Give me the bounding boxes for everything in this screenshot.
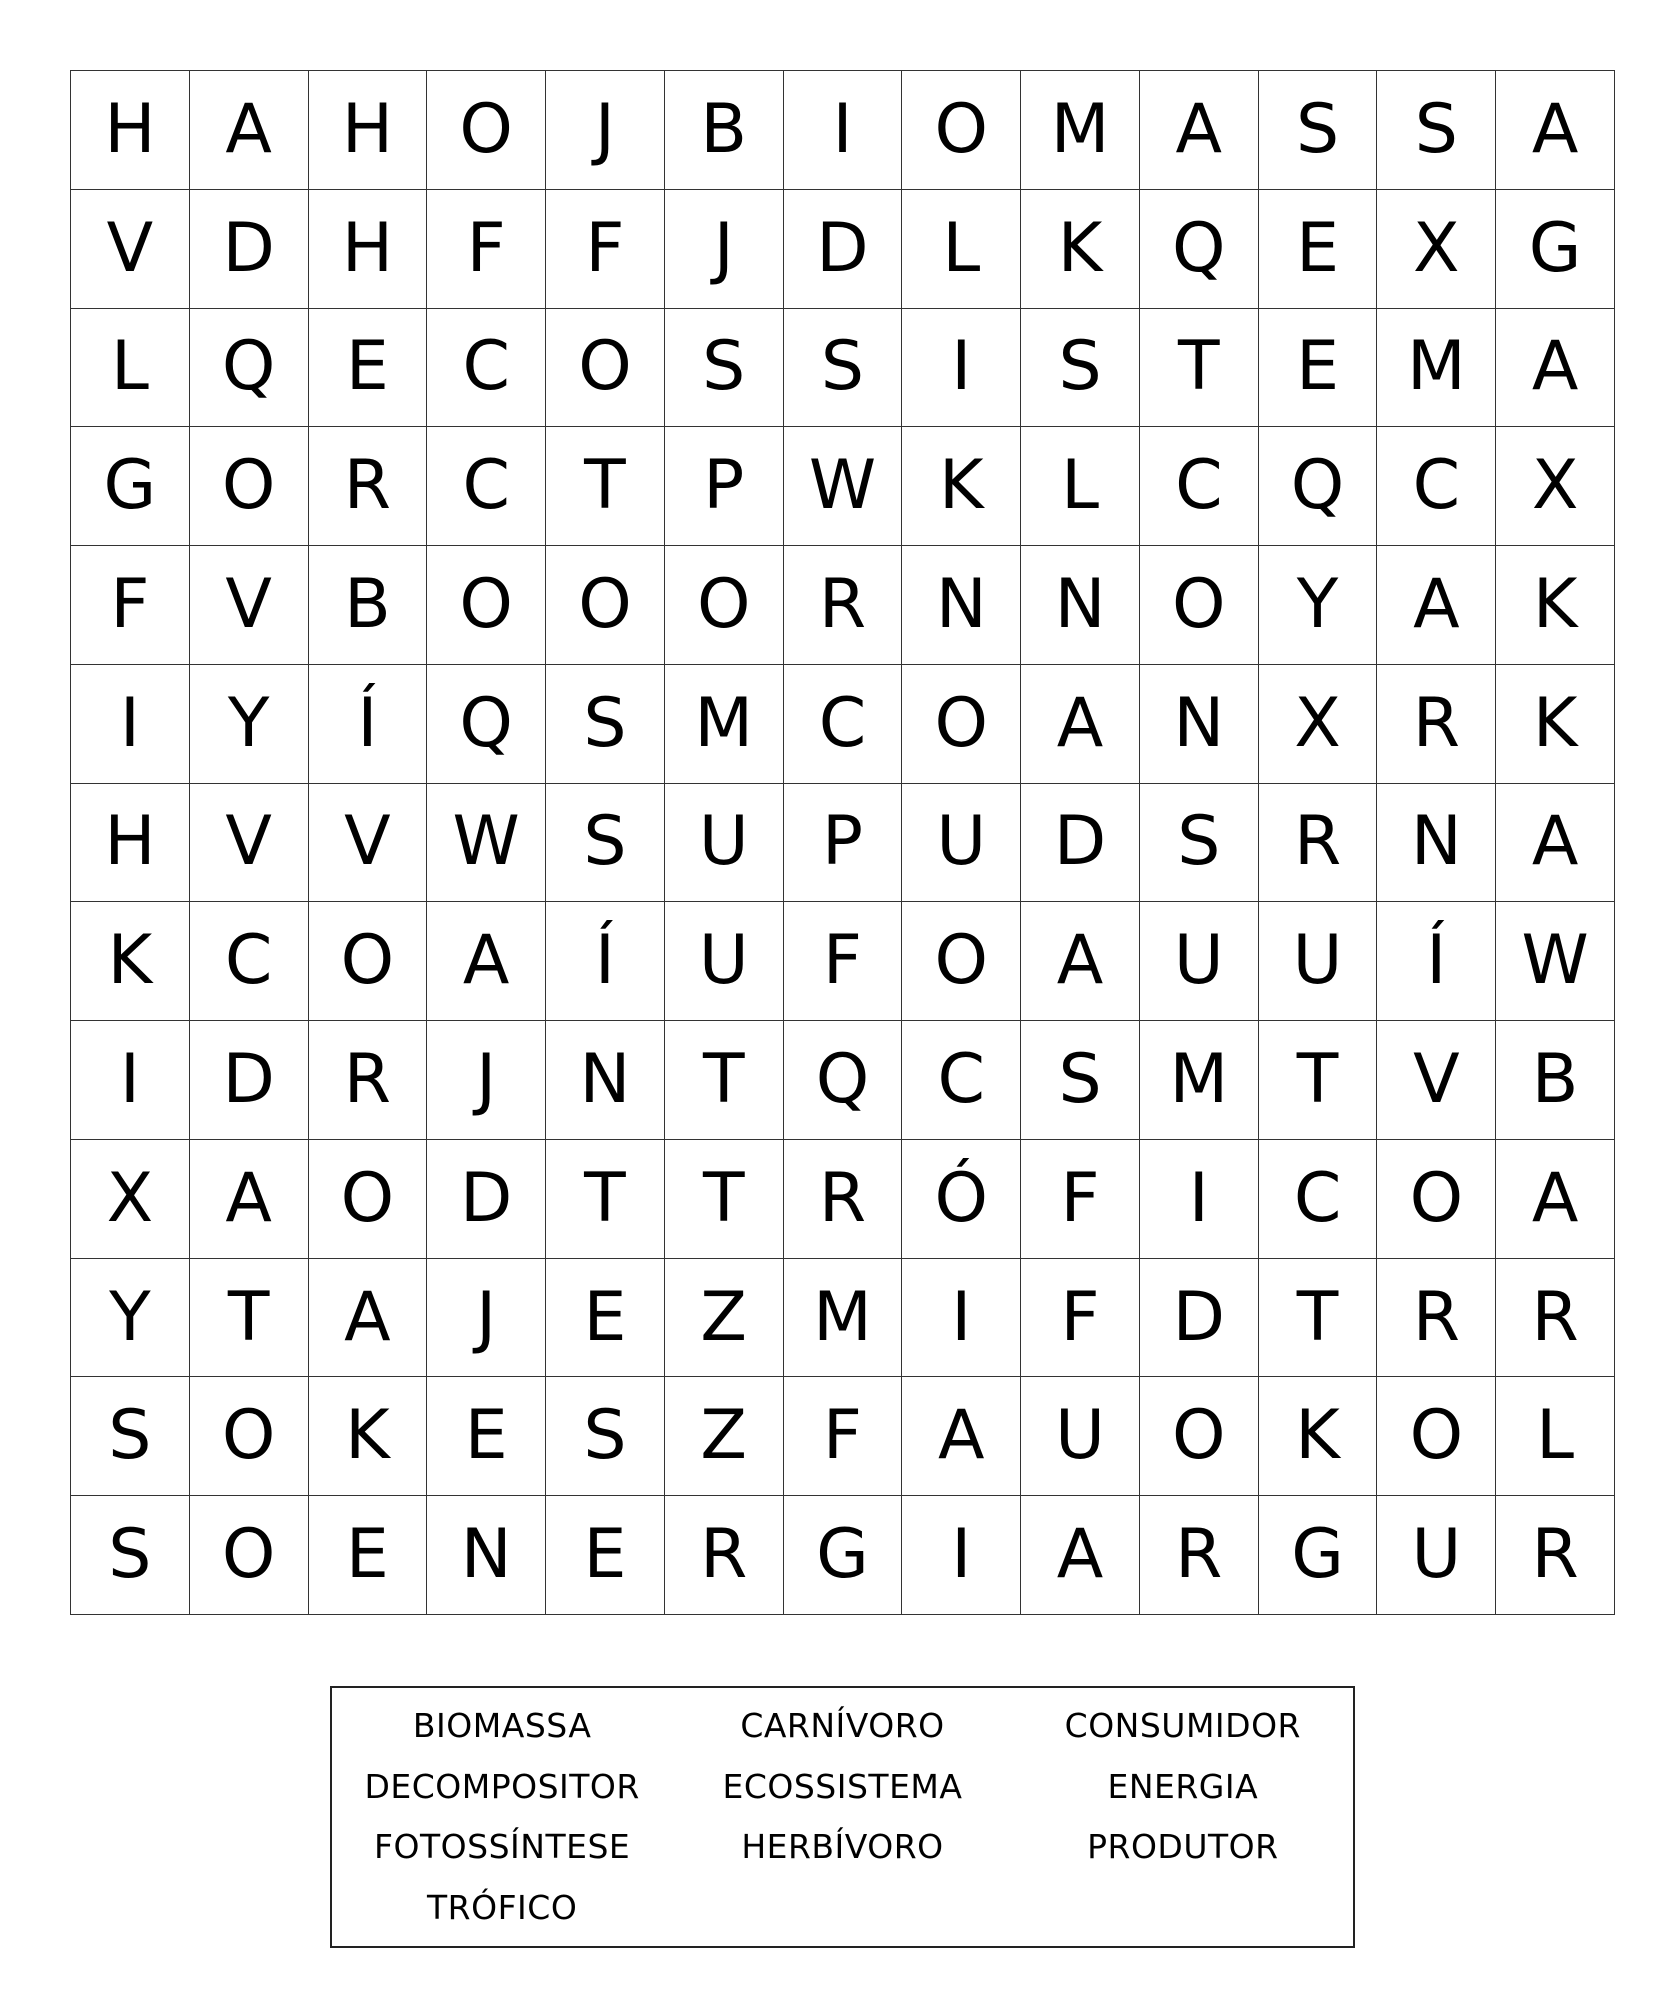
grid-cell[interactable]: A	[1021, 1496, 1140, 1615]
grid-cell[interactable]: N	[1140, 665, 1259, 784]
grid-cell[interactable]: O	[902, 71, 1021, 190]
grid-cell[interactable]: V	[309, 784, 428, 903]
grid-cell[interactable]: I	[71, 1021, 190, 1140]
grid-cell[interactable]: S	[1259, 71, 1378, 190]
grid-cell[interactable]: R	[784, 1140, 903, 1259]
grid-cell[interactable]: S	[546, 784, 665, 903]
grid-cell[interactable]: R	[1496, 1496, 1615, 1615]
grid-cell[interactable]: A	[427, 902, 546, 1021]
grid-cell[interactable]: L	[1021, 427, 1140, 546]
grid-cell[interactable]: H	[71, 784, 190, 903]
grid-cell[interactable]: O	[1377, 1377, 1496, 1496]
grid-cell[interactable]: E	[546, 1259, 665, 1378]
grid-cell[interactable]: K	[1496, 546, 1615, 665]
grid-cell[interactable]: N	[902, 546, 1021, 665]
grid-cell[interactable]: B	[1496, 1021, 1615, 1140]
grid-cell[interactable]: O	[309, 902, 428, 1021]
grid-cell[interactable]: O	[190, 1496, 309, 1615]
word-bank-item: HERBÍVORO	[741, 1827, 944, 1866]
grid-cell[interactable]: S	[1377, 71, 1496, 190]
grid-cell[interactable]: I	[902, 1496, 1021, 1615]
grid-cell[interactable]: I	[71, 665, 190, 784]
grid-cell[interactable]: C	[902, 1021, 1021, 1140]
grid-cell[interactable]: F	[427, 190, 546, 309]
grid-cell[interactable]: O	[427, 71, 546, 190]
grid-cell[interactable]: N	[427, 1496, 546, 1615]
grid-cell[interactable]: S	[784, 309, 903, 428]
grid-cell[interactable]: A	[902, 1377, 1021, 1496]
grid-cell[interactable]: O	[546, 309, 665, 428]
word-bank-item: DECOMPOSITOR	[364, 1766, 640, 1806]
grid-cell[interactable]: A	[190, 71, 309, 190]
grid-cell[interactable]: T	[546, 1140, 665, 1259]
word-list	[332, 1706, 1353, 1948]
grid-cell[interactable]: C	[784, 665, 903, 784]
grid-cell[interactable]: I	[902, 1259, 1021, 1378]
grid-cell[interactable]: G	[1259, 1496, 1378, 1615]
grid-cell[interactable]: T	[665, 1021, 784, 1140]
grid-cell[interactable]: I	[902, 309, 1021, 428]
grid-cell[interactable]: O	[1140, 546, 1259, 665]
grid-cell[interactable]: J	[546, 71, 665, 190]
grid-cell[interactable]: T	[1259, 1259, 1378, 1378]
grid-cell[interactable]: F	[546, 190, 665, 309]
grid-cell[interactable]: S	[1021, 309, 1140, 428]
letter-grid	[70, 70, 1615, 1615]
grid-cell[interactable]: K	[1021, 190, 1140, 309]
grid-cell[interactable]: U	[665, 902, 784, 1021]
word-bank-item: CARNÍVORO	[740, 1706, 945, 1745]
grid-cell[interactable]: D	[190, 190, 309, 309]
grid-cell[interactable]: D	[1140, 1259, 1259, 1378]
grid-cell[interactable]: S	[546, 665, 665, 784]
grid-cell[interactable]: Q	[1259, 427, 1378, 546]
grid-cell[interactable]: U	[1377, 1496, 1496, 1615]
grid-cell[interactable]: G	[784, 1496, 903, 1615]
grid-cell[interactable]: F	[1021, 1140, 1140, 1259]
grid-cell[interactable]: C	[1377, 427, 1496, 546]
grid-cell[interactable]: D	[427, 1140, 546, 1259]
grid-cell[interactable]: T	[1259, 1021, 1378, 1140]
grid-cell[interactable]: V	[190, 546, 309, 665]
grid-cell[interactable]: A	[1496, 309, 1615, 428]
grid-cell[interactable]: O	[190, 427, 309, 546]
grid-cell[interactable]: C	[190, 902, 309, 1021]
grid-cell[interactable]: D	[1021, 784, 1140, 903]
grid-cell[interactable]: F	[784, 902, 903, 1021]
grid-cell[interactable]: R	[1377, 1259, 1496, 1378]
grid-cell[interactable]: I	[784, 71, 903, 190]
grid-cell[interactable]: L	[1496, 1377, 1615, 1496]
word-bank-item: BIOMASSA	[412, 1706, 592, 1745]
grid-cell[interactable]: S	[665, 309, 784, 428]
grid-cell[interactable]: F	[784, 1377, 903, 1496]
grid-cell[interactable]: Y	[71, 1259, 190, 1378]
grid-cell[interactable]: M	[784, 1259, 903, 1378]
grid-cell[interactable]: N	[1377, 784, 1496, 903]
grid-cell[interactable]: L	[902, 190, 1021, 309]
grid-cell[interactable]: W	[427, 784, 546, 903]
grid-cell[interactable]: O	[190, 1377, 309, 1496]
grid-cell[interactable]: A	[1496, 784, 1615, 903]
grid-cell[interactable]: Y	[1259, 546, 1378, 665]
grid-cell[interactable]: H	[309, 71, 428, 190]
grid-cell[interactable]: Ó	[902, 1140, 1021, 1259]
grid-cell[interactable]: Í	[309, 665, 428, 784]
grid-cell[interactable]: S	[1140, 784, 1259, 903]
grid-cell[interactable]: O	[902, 902, 1021, 1021]
grid-cell[interactable]: E	[427, 1377, 546, 1496]
grid-cell[interactable]: E	[546, 1496, 665, 1615]
grid-cell[interactable]: J	[427, 1259, 546, 1378]
grid-cell[interactable]: J	[665, 190, 784, 309]
grid-cell[interactable]: O	[665, 546, 784, 665]
grid-cell[interactable]: U	[1021, 1377, 1140, 1496]
grid-cell[interactable]: A	[1140, 71, 1259, 190]
grid-cell[interactable]: K	[1496, 665, 1615, 784]
grid-cell[interactable]: Q	[784, 1021, 903, 1140]
grid-cell[interactable]: O	[546, 546, 665, 665]
grid-cell[interactable]: T	[190, 1259, 309, 1378]
grid-cell[interactable]: C	[1259, 1140, 1378, 1259]
grid-cell[interactable]: J	[427, 1021, 546, 1140]
grid-cell[interactable]: X	[1259, 665, 1378, 784]
grid-cell[interactable]: R	[1140, 1496, 1259, 1615]
grid-cell[interactable]: Q	[1140, 190, 1259, 309]
grid-cell[interactable]: U	[902, 784, 1021, 903]
grid-cell[interactable]: D	[784, 190, 903, 309]
grid-cell[interactable]: R	[665, 1496, 784, 1615]
grid-cell[interactable]: A	[190, 1140, 309, 1259]
grid-cell[interactable]: B	[665, 71, 784, 190]
grid-cell[interactable]: K	[309, 1377, 428, 1496]
grid-cell[interactable]: O	[1377, 1140, 1496, 1259]
word-bank-item: ENERGIA	[1107, 1766, 1259, 1806]
grid-cell[interactable]: F	[1021, 1259, 1140, 1378]
grid-cell[interactable]: E	[1259, 190, 1378, 309]
grid-cell[interactable]: E	[1259, 309, 1378, 428]
grid-cell[interactable]: R	[784, 546, 903, 665]
grid-cell[interactable]: Q	[190, 309, 309, 428]
grid-cell[interactable]: G	[1496, 190, 1615, 309]
grid-cell[interactable]: O	[902, 665, 1021, 784]
word-bank-item: ECOSSISTEMA	[722, 1766, 963, 1806]
grid-cell[interactable]: V	[1377, 1021, 1496, 1140]
grid-cell[interactable]: R	[1496, 1259, 1615, 1378]
word-bank-item: TRÓFICO	[427, 1887, 578, 1927]
grid-cell[interactable]: P	[665, 427, 784, 546]
grid-cell[interactable]: X	[1496, 427, 1615, 546]
grid-cell[interactable]: A	[1021, 665, 1140, 784]
grid-cell[interactable]: T	[1140, 309, 1259, 428]
grid-cell[interactable]: C	[1140, 427, 1259, 546]
grid-cell[interactable]: A	[1377, 546, 1496, 665]
grid-cell[interactable]: P	[784, 784, 903, 903]
grid-cell[interactable]: H	[71, 71, 190, 190]
grid-cell[interactable]: Í	[546, 902, 665, 1021]
grid-cell[interactable]: O	[1140, 1377, 1259, 1496]
grid-cell[interactable]: N	[546, 1021, 665, 1140]
grid-cell[interactable]: Y	[190, 665, 309, 784]
word-bank	[330, 1686, 1355, 1948]
grid-cell[interactable]: Z	[665, 1377, 784, 1496]
grid-cell[interactable]: T	[546, 427, 665, 546]
grid-cell[interactable]: L	[71, 309, 190, 428]
grid-cell[interactable]: R	[1377, 665, 1496, 784]
grid-cell[interactable]: A	[1496, 1140, 1615, 1259]
grid-cell[interactable]: B	[309, 546, 428, 665]
grid-cell[interactable]: K	[1259, 1377, 1378, 1496]
grid-cell[interactable]: A	[309, 1259, 428, 1378]
grid-cell[interactable]: W	[1496, 902, 1615, 1021]
grid-cell[interactable]: E	[309, 309, 428, 428]
grid-cell[interactable]: M	[665, 665, 784, 784]
grid-cell[interactable]: V	[71, 190, 190, 309]
grid-cell[interactable]: C	[427, 309, 546, 428]
grid-cell[interactable]: K	[71, 902, 190, 1021]
grid-cell[interactable]: O	[427, 546, 546, 665]
grid-cell[interactable]: N	[1021, 546, 1140, 665]
word-bank-item: CONSUMIDOR	[1064, 1706, 1301, 1745]
grid-cell[interactable]: E	[309, 1496, 428, 1615]
grid-cell[interactable]: S	[546, 1377, 665, 1496]
grid-cell[interactable]: R	[309, 427, 428, 546]
grid-cell[interactable]: M	[1021, 71, 1140, 190]
grid-cell[interactable]: I	[1140, 1140, 1259, 1259]
grid-cell[interactable]: F	[71, 546, 190, 665]
word-bank-item: PRODUTOR	[1087, 1827, 1279, 1866]
word-bank-item: FOTOSSÍNTESE	[374, 1827, 631, 1866]
grid-cell[interactable]: V	[190, 784, 309, 903]
grid-cell[interactable]: Q	[427, 665, 546, 784]
grid-cell[interactable]: Í	[1377, 902, 1496, 1021]
grid-cell[interactable]: S	[1021, 1021, 1140, 1140]
grid-cell[interactable]: U	[665, 784, 784, 903]
grid-cell[interactable]: C	[427, 427, 546, 546]
grid-cell[interactable]: S	[71, 1496, 190, 1615]
grid-cell[interactable]: T	[665, 1140, 784, 1259]
grid-cell[interactable]: O	[309, 1140, 428, 1259]
grid-cell[interactable]: A	[1021, 902, 1140, 1021]
grid-cell[interactable]: S	[71, 1377, 190, 1496]
grid-cell[interactable]: Z	[665, 1259, 784, 1378]
grid-cell[interactable]: X	[1377, 190, 1496, 309]
grid-cell[interactable]: G	[71, 427, 190, 546]
grid-cell[interactable]: M	[1140, 1021, 1259, 1140]
grid-cell[interactable]: A	[1496, 71, 1615, 190]
grid-cell[interactable]: W	[784, 427, 903, 546]
grid-cell[interactable]: H	[309, 190, 428, 309]
grid-cell[interactable]: M	[1377, 309, 1496, 428]
grid-cell[interactable]: U	[1259, 902, 1378, 1021]
grid-cell[interactable]: X	[71, 1140, 190, 1259]
grid-cell[interactable]: R	[1259, 784, 1378, 903]
grid-cell[interactable]: K	[902, 427, 1021, 546]
grid-cell[interactable]: U	[1140, 902, 1259, 1021]
grid-cell[interactable]: D	[190, 1021, 309, 1140]
grid-cell[interactable]: R	[309, 1021, 428, 1140]
